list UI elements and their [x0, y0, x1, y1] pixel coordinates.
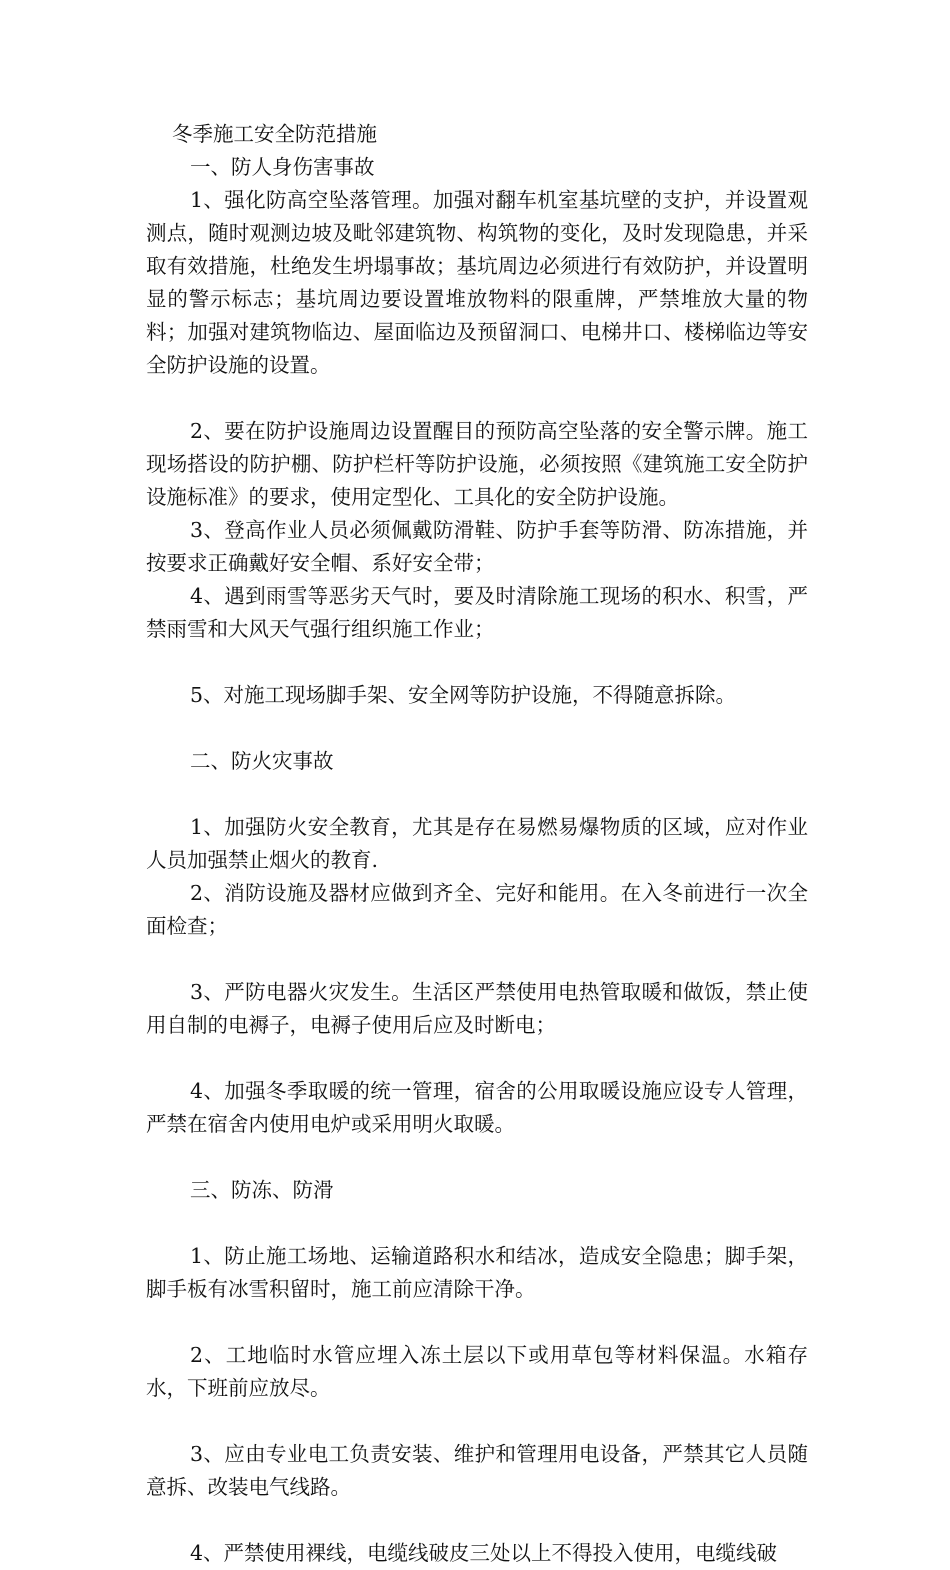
- section-3-item-1: 1、防止施工场地、运输道路积水和结冰，造成安全隐患；脚手架，脚手板有冰雪积留时，施工前应清除干净。: [146, 1244, 808, 1301]
- section-1-item-1: 1、强化防高空坠落管理。加强对翻车机室基坑壁的支护，并设置观测点，随时观测边坡及毗邻建筑物、构筑物的变化，及时发现隐患，并采取有效措施，杜绝发生坍塌事故；基坑周边必须进行有效防护，并设置明显的警示标志；基坑周边要设置堆放物料的限重牌，严禁堆放大量的物料；加强对建筑物临边、屋面临边及预留洞口、电梯井口、楼梯临边等安全防护设施的设置。: [146, 188, 808, 377]
- spacer: [146, 943, 808, 976]
- section-1-item-5: 5、对施工现场脚手架、安全网等防护设施，不得随意拆除。: [190, 683, 737, 707]
- section-1-heading: 一、防人身伤害事故: [190, 155, 375, 179]
- section-3-item-4: 4、严禁使用裸线，电缆线破皮三处以上不得投入使用，电缆线破: [190, 1541, 778, 1565]
- section-2-item-4: 4、加强冬季取暖的统一管理，宿舍的公用取暖设施应设专人管理，严禁在宿舍内使用电炉或采用明火取暖。: [146, 1079, 808, 1136]
- spacer: [146, 1405, 808, 1438]
- spacer: [146, 646, 808, 679]
- spacer: [146, 712, 808, 745]
- section-1-item-3: 3、登高作业人员必须佩戴防滑鞋、防护手套等防滑、防冻措施，并按要求正确戴好安全帽、系好安全带；: [146, 518, 808, 575]
- section-2-item-3: 3、严防电器火灾发生。生活区严禁使用电热管取暖和做饭，禁止使用自制的电褥子，电褥子使用后应及时断电；: [146, 980, 808, 1037]
- section-1-item-2: 2、要在防护设施周边设置醒目的预防高空坠落的安全警示牌。施工现场搭设的防护棚、防护栏杆等防护设施，必须按照《建筑施工安全防护设施标准》的要求，使用定型化、工具化的安全防护设施。: [146, 419, 808, 509]
- section-3-item-2: 2、工地临时水管应埋入冻土层以下或用草包等材料保温。水箱存水，下班前应放尽。: [146, 1343, 808, 1400]
- section-2-item-1: 1、加强防火安全教育，尤其是存在易燃易爆物质的区域，应对作业人员加强禁止烟火的教育.: [146, 815, 808, 872]
- section-3-heading: 三、防冻、防滑: [190, 1178, 334, 1202]
- section-1-item-4: 4、遇到雨雪等恶劣天气时，要及时清除施工现场的积水、积雪，严禁雨雪和大风天气强行组织施工作业；: [146, 584, 808, 641]
- spacer: [146, 1042, 808, 1075]
- section-3-item-3: 3、应由专业电工负责安装、维护和管理用电设备，严禁其它人员随意拆、改装电气线路。: [146, 1442, 808, 1499]
- document-page: [146, 118, 808, 1570]
- document-title: 冬季施工安全防范措施: [172, 122, 377, 146]
- section-2-heading: 二、防火灾事故: [190, 749, 334, 773]
- spacer: [146, 1207, 808, 1240]
- spacer: [146, 1504, 808, 1537]
- spacer: [146, 382, 808, 415]
- spacer: [146, 1141, 808, 1174]
- spacer: [146, 778, 808, 811]
- spacer: [146, 1306, 808, 1339]
- section-2-item-2: 2、消防设施及器材应做到齐全、完好和能用。在入冬前进行一次全面检查；: [146, 881, 808, 938]
